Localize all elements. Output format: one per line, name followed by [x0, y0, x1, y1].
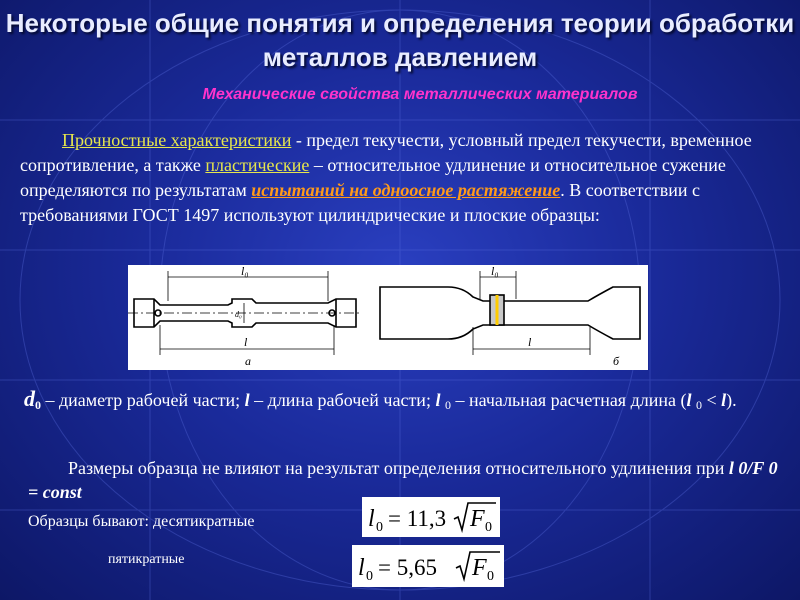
label-l0-b: l₀ — [491, 265, 499, 278]
term-strength: Прочностные характеристики — [62, 130, 292, 150]
term-tension-test: испытаний на одноосное растяжение — [251, 180, 561, 200]
specimen-figure — [128, 265, 648, 370]
legend-t4: < — [702, 390, 722, 410]
f2-rad-sub: 0 — [487, 569, 494, 584]
legend-text — [24, 386, 794, 415]
f1-lhs: l — [368, 506, 375, 532]
f1-rad-sub: 0 — [485, 520, 492, 535]
slide-subtitle: Механические свойства металлических материалов — [202, 86, 638, 103]
samples-line-1: Образцы бывают: десятикратные — [28, 513, 255, 530]
term-plastic: пластические — [205, 155, 310, 175]
caption-a: а — [245, 354, 251, 368]
symbol-lb: l — [721, 390, 727, 410]
legend-t3: – начальная расчетная длина ( — [450, 390, 687, 410]
caption-b: б — [613, 354, 620, 368]
intro-paragraph — [20, 128, 790, 228]
f2-lhs: l — [358, 555, 365, 581]
f1-rad: F — [470, 506, 485, 532]
legend-t2: – длина рабочей части; — [249, 390, 436, 410]
f2-lhs-sub: 0 — [366, 569, 373, 584]
f2-rad: F — [472, 555, 487, 581]
para-text-1: - предел текучести, условный предел текучести, временное сопротивление, а также — [20, 130, 752, 175]
label-l0-a: l₀ — [241, 265, 249, 278]
f1-lhs-sub: 0 — [376, 520, 383, 535]
para-text-2: – относительное удлинение и относительное сужение определяются по результатам — [20, 155, 726, 200]
formula-tenfold — [362, 497, 500, 537]
specimen-drawing — [128, 265, 648, 370]
symbol-l0-sub: 0 — [444, 398, 451, 412]
f1-eq: = 11,3 — [388, 506, 447, 531]
legend-t1: – диаметр рабочей части; — [41, 390, 245, 410]
symbol-l0b-sub: 0 — [696, 398, 702, 412]
symbol-l: l — [244, 390, 250, 410]
symbol-l0: l — [435, 390, 441, 410]
size-note-text: Размеры образца не влияют на результат определения относительного удлинения при — [68, 458, 729, 478]
symbol-l0b: l — [686, 390, 692, 410]
f2-eq: = 5,65 — [378, 555, 437, 580]
symbol-d: d — [24, 386, 35, 411]
slide-title: Некоторые общие понятия и определения теории обработки металлов давлением — [5, 8, 795, 72]
samples-line-2: пятикратные — [108, 552, 185, 567]
size-note-formula: l 0/F 0 = const — [28, 458, 778, 502]
label-d0: d₀ — [235, 310, 242, 319]
symbol-d-sub: 0 — [35, 398, 41, 412]
para-text-3: . В соответствии с требованиями ГОСТ 1497 используют цилиндрические и плоские образцы: — [20, 180, 700, 225]
label-l-b: l — [528, 335, 532, 349]
legend-t5: ). — [726, 390, 737, 410]
formula-fivefold — [352, 545, 504, 587]
label-l-a: l — [244, 335, 248, 349]
